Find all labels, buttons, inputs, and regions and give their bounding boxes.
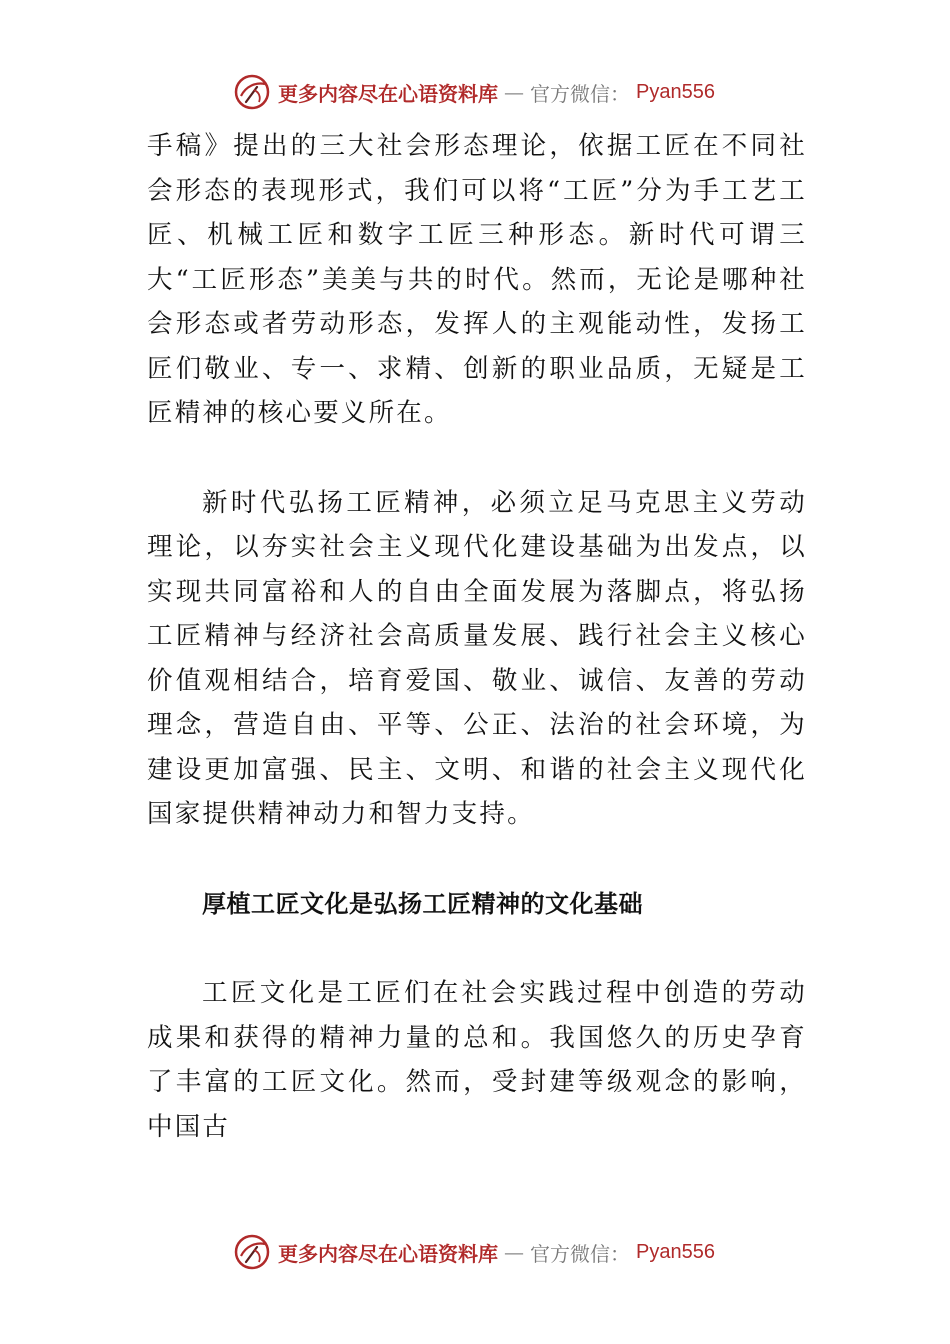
watermark-wechat-label: 官方微信：	[530, 81, 630, 106]
brand-logo-icon	[232, 1232, 272, 1272]
watermark-library-name: 更多内容尽在心语资料库	[278, 1241, 498, 1266]
paragraph-new-era: 新时代弘扬工匠精神，必须立足马克思主义劳动理论，以夯实社会主义现代化建设基础为出发点，以实现共同富裕和人的自由全面发展为落脚点，将弘扬工匠精神与经济社会高质量发展、践行社会主义核心价值观相结合，培育爱国、敬业、诚信、友善的劳动理念，营造自由、平等、公正、法治的社会环境，为建设更加富强、民主、文明、和谐的社会主义现代化国家提供精神动力和智力支持。	[147, 487, 807, 829]
paragraph-spacer	[147, 436, 807, 481]
watermark-library-name: 更多内容尽在心语资料库	[278, 81, 498, 106]
footer-watermark	[232, 1232, 715, 1272]
section-heading: 厚植工匠文化是弘扬工匠精神的文化基础	[202, 889, 643, 918]
paragraph-spacer	[147, 926, 807, 971]
document-body	[147, 124, 807, 1149]
paragraph-spacer	[147, 837, 807, 882]
brand-logo-icon	[232, 72, 272, 112]
watermark-separator: —	[504, 80, 524, 104]
watermark-wechat-id: Pyan556	[636, 80, 715, 103]
watermark-wechat-id: Pyan556	[636, 1240, 715, 1263]
paragraph-craftsman-culture: 工匠文化是工匠们在社会实践过程中创造的劳动成果和获得的精神力量的总和。我国悠久的历史孕育了丰富的工匠文化。然而，受封建等级观念的影响，中国古	[147, 978, 807, 1142]
watermark-wechat-label: 官方微信：	[530, 1241, 630, 1266]
paragraph-continued: 手稿》提出的三大社会形态理论，依据工匠在不同社会形态的表现形式，我们可以将“工匠”分为手工艺工匠、机械工匠和数字工匠三种形态。新时代可谓三大“工匠形态”美美与共的时代。然而，无论是哪种社会形态或者劳动形态，发挥人的主观能动性，发扬工匠们敬业、专一、求精、创新的职业品质，无疑是工匠精神的核心要义所在。	[147, 131, 807, 428]
watermark-separator: —	[504, 1240, 524, 1264]
header-watermark	[232, 72, 715, 112]
